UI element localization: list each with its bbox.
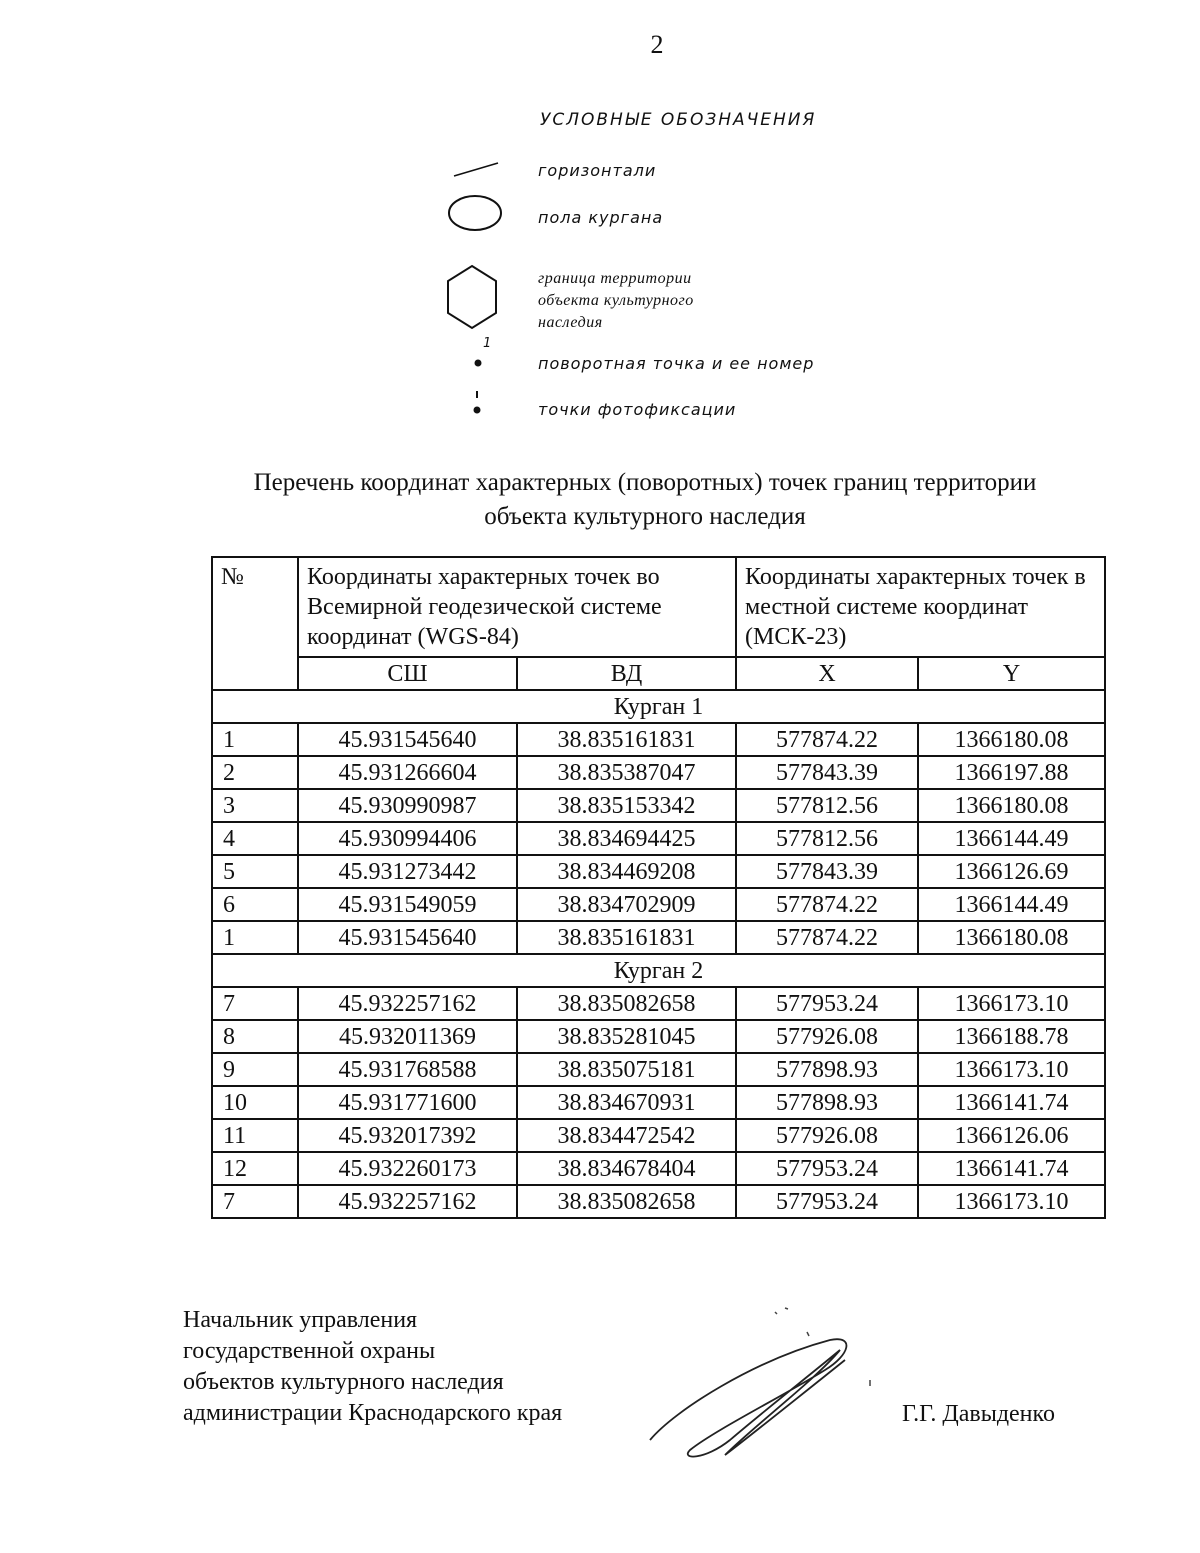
cell-number: 11 bbox=[212, 1119, 298, 1152]
page-number: 2 bbox=[650, 30, 664, 59]
table-row bbox=[212, 888, 1105, 921]
header-lon: ВД bbox=[517, 657, 736, 690]
ellipse-icon bbox=[446, 192, 506, 236]
legend-label-photo: точки фотофиксации bbox=[538, 400, 737, 419]
cell-lon: 38.835281045 bbox=[517, 1020, 736, 1053]
table-row bbox=[212, 1053, 1105, 1086]
cell-y: 1366141.74 bbox=[918, 1152, 1105, 1185]
cell-x: 577843.39 bbox=[736, 756, 918, 789]
cell-lat: 45.932017392 bbox=[298, 1119, 517, 1152]
cell-x: 577953.24 bbox=[736, 987, 918, 1020]
legend-label-hexagon-line2: объекта культурного bbox=[538, 292, 694, 309]
cell-x: 577926.08 bbox=[736, 1020, 918, 1053]
cell-number: 6 bbox=[212, 888, 298, 921]
cell-lon: 38.834469208 bbox=[517, 855, 736, 888]
cell-y: 1366144.49 bbox=[918, 888, 1105, 921]
cell-number: 7 bbox=[212, 987, 298, 1020]
legend-label-hexagon-line3: наследия bbox=[538, 314, 603, 331]
cell-number: 1 bbox=[212, 921, 298, 954]
cell-x: 577843.39 bbox=[736, 855, 918, 888]
cell-number: 2 bbox=[212, 756, 298, 789]
coordinates-table bbox=[211, 556, 1106, 1219]
cell-lon: 38.834702909 bbox=[517, 888, 736, 921]
legend-title: УСЛОВНЫЕ ОБОЗНАЧЕНИЯ bbox=[540, 110, 817, 130]
cell-lat: 45.932011369 bbox=[298, 1020, 517, 1053]
cell-lon: 38.834678404 bbox=[517, 1152, 736, 1185]
table-row bbox=[212, 756, 1105, 789]
signature-position bbox=[183, 1305, 562, 1429]
cell-y: 1366173.10 bbox=[918, 987, 1105, 1020]
cell-y: 1366180.08 bbox=[918, 921, 1105, 954]
table-row bbox=[212, 1086, 1105, 1119]
cell-y: 1366126.06 bbox=[918, 1119, 1105, 1152]
cell-x: 577953.24 bbox=[736, 1185, 918, 1218]
table-row bbox=[212, 1185, 1105, 1218]
header-lat: СШ bbox=[298, 657, 517, 690]
cell-lon: 38.835075181 bbox=[517, 1053, 736, 1086]
cell-lat: 45.932257162 bbox=[298, 987, 517, 1020]
cell-x: 577874.22 bbox=[736, 888, 918, 921]
table-row bbox=[212, 789, 1105, 822]
list-title-line2: объекта культурного наследия bbox=[484, 503, 806, 530]
cell-number: 4 bbox=[212, 822, 298, 855]
cell-x: 577953.24 bbox=[736, 1152, 918, 1185]
section-title: Курган 2 bbox=[212, 954, 1105, 987]
cell-x: 577812.56 bbox=[736, 822, 918, 855]
signature-name: Г.Г. Давыденко bbox=[902, 1401, 1055, 1427]
cell-y: 1366144.49 bbox=[918, 822, 1105, 855]
cell-y: 1366188.78 bbox=[918, 1020, 1105, 1053]
table-row bbox=[212, 1020, 1105, 1053]
table-header-row bbox=[212, 557, 1105, 657]
handwritten-signature bbox=[635, 1300, 875, 1470]
hexagon-icon bbox=[444, 263, 500, 331]
table-row bbox=[212, 1152, 1105, 1185]
cell-number: 8 bbox=[212, 1020, 298, 1053]
cell-lat: 45.931545640 bbox=[298, 921, 517, 954]
section-row bbox=[212, 954, 1105, 987]
legend-label-ellipse: пола кургана bbox=[538, 208, 664, 227]
cell-lon: 38.834472542 bbox=[517, 1119, 736, 1152]
cell-x: 577874.22 bbox=[736, 723, 918, 756]
cell-y: 1366197.88 bbox=[918, 756, 1105, 789]
cell-lat: 45.932260173 bbox=[298, 1152, 517, 1185]
signature-position-line4: администрации Краснодарского края bbox=[183, 1400, 563, 1426]
legend-label-contour: горизонтали bbox=[538, 161, 657, 180]
cell-number: 5 bbox=[212, 855, 298, 888]
table-row bbox=[212, 723, 1105, 756]
section-title: Курган 1 bbox=[212, 690, 1105, 723]
cell-lon: 38.835082658 bbox=[517, 1185, 736, 1218]
header-y: Y bbox=[918, 657, 1105, 690]
cell-lon: 38.834694425 bbox=[517, 822, 736, 855]
cell-number: 1 bbox=[212, 723, 298, 756]
cell-y: 1366141.74 bbox=[918, 1086, 1105, 1119]
list-title bbox=[0, 466, 1200, 534]
table-row bbox=[212, 987, 1105, 1020]
cell-x: 577874.22 bbox=[736, 921, 918, 954]
contour-line-icon bbox=[452, 160, 502, 180]
table-row bbox=[212, 855, 1105, 888]
cell-lat: 45.931266604 bbox=[298, 756, 517, 789]
cell-y: 1366126.69 bbox=[918, 855, 1105, 888]
cell-lon: 38.835161831 bbox=[517, 723, 736, 756]
cell-lat: 45.930994406 bbox=[298, 822, 517, 855]
cell-y: 1366180.08 bbox=[918, 789, 1105, 822]
header-msk: Координаты характерных точек в местной системе координат (МСК-23) bbox=[736, 557, 1105, 657]
signature-position-line1: Начальник управления bbox=[183, 1307, 418, 1333]
legend-label-hexagon-line1: граница территории bbox=[538, 270, 692, 287]
cell-x: 577898.93 bbox=[736, 1086, 918, 1119]
photo-point-icon bbox=[468, 388, 486, 418]
cell-lon: 38.835082658 bbox=[517, 987, 736, 1020]
list-title-line1: Перечень координат характерных (поворотных) точек границ территории bbox=[253, 469, 1037, 496]
table-row bbox=[212, 1119, 1105, 1152]
cell-number: 10 bbox=[212, 1086, 298, 1119]
cell-number: 3 bbox=[212, 789, 298, 822]
cell-lon: 38.835387047 bbox=[517, 756, 736, 789]
cell-lat: 45.931273442 bbox=[298, 855, 517, 888]
cell-x: 577812.56 bbox=[736, 789, 918, 822]
table-subheader-row bbox=[212, 657, 1105, 690]
cell-lat: 45.930990987 bbox=[298, 789, 517, 822]
numbered-point-marker: 1 bbox=[483, 336, 492, 351]
cell-y: 1366173.10 bbox=[918, 1053, 1105, 1086]
cell-number: 9 bbox=[212, 1053, 298, 1086]
header-number: № bbox=[212, 557, 298, 690]
legend-label-hexagon bbox=[538, 268, 694, 334]
cell-number: 7 bbox=[212, 1185, 298, 1218]
numbered-point-icon bbox=[470, 355, 486, 371]
header-wgs: Координаты характерных точек во Всемирной геодезической системе координат (WGS-84) bbox=[298, 557, 736, 657]
section-row bbox=[212, 690, 1105, 723]
cell-y: 1366173.10 bbox=[918, 1185, 1105, 1218]
table-row bbox=[212, 822, 1105, 855]
cell-lat: 45.931549059 bbox=[298, 888, 517, 921]
header-x: X bbox=[736, 657, 918, 690]
cell-lat: 45.931768588 bbox=[298, 1053, 517, 1086]
cell-lat: 45.931545640 bbox=[298, 723, 517, 756]
cell-lon: 38.835161831 bbox=[517, 921, 736, 954]
cell-lon: 38.835153342 bbox=[517, 789, 736, 822]
cell-lon: 38.834670931 bbox=[517, 1086, 736, 1119]
signature-position-line3: объектов культурного наследия bbox=[183, 1369, 504, 1395]
table-row bbox=[212, 921, 1105, 954]
cell-lat: 45.932257162 bbox=[298, 1185, 517, 1218]
cell-x: 577926.08 bbox=[736, 1119, 918, 1152]
cell-x: 577898.93 bbox=[736, 1053, 918, 1086]
cell-lat: 45.931771600 bbox=[298, 1086, 517, 1119]
legend-label-point: поворотная точка и ее номер bbox=[538, 354, 815, 373]
signature-position-line2: государственной охраны bbox=[183, 1338, 436, 1364]
cell-y: 1366180.08 bbox=[918, 723, 1105, 756]
cell-number: 12 bbox=[212, 1152, 298, 1185]
